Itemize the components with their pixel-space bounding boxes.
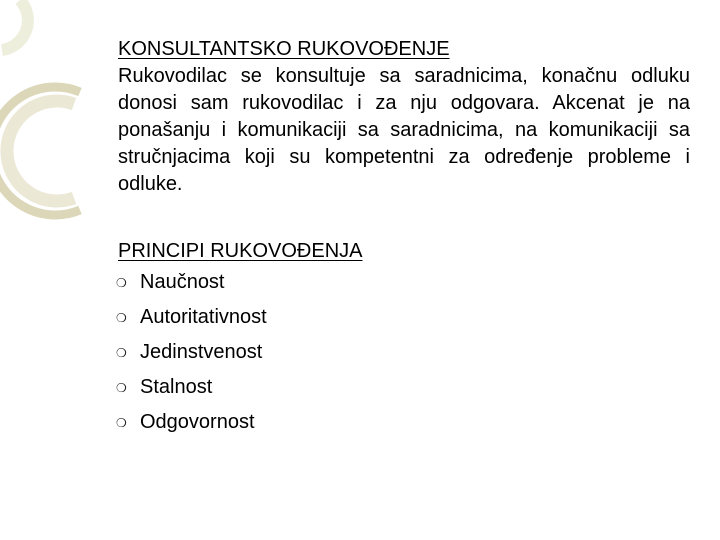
bullet-icon: ❍ (116, 345, 127, 360)
list-item (118, 265, 690, 300)
bullet-icon: ❍ (116, 380, 127, 395)
list-item (118, 335, 690, 370)
list-item-label: Odgovornost (140, 411, 255, 433)
list-item-label: Autoritativnost (140, 306, 267, 328)
bullet-icon: ❍ (116, 275, 127, 290)
list-item (118, 300, 690, 335)
list-item (118, 370, 690, 405)
list-item-label: Jedinstvenost (140, 341, 263, 363)
bullet-icon: ❍ (116, 310, 127, 325)
slide-content (118, 36, 690, 440)
list-item-label: Stalnost (140, 376, 213, 398)
arc-decoration-icon (0, 0, 90, 230)
list-item-label: Naučnost (140, 271, 225, 293)
section-heading-principles: PRINCIPI RUKOVOĐENJA (118, 240, 363, 262)
section-paragraph: Rukovodilac se konsultuje sa saradnicima, konačnu odluku donosi sam rukovodilac i za nju odgovara. Akcenat je na ponašanju i komunikaciji sa saradnicima, na komunikaciji sa stručnjacima koji su kompetentni za određenje probleme i odluke. (118, 65, 690, 195)
bullet-icon: ❍ (116, 415, 127, 430)
list-item (118, 405, 690, 440)
principles-list (118, 265, 690, 440)
section-heading-consultative: KONSULTANTSKO RUKOVOĐENJE (118, 38, 450, 60)
